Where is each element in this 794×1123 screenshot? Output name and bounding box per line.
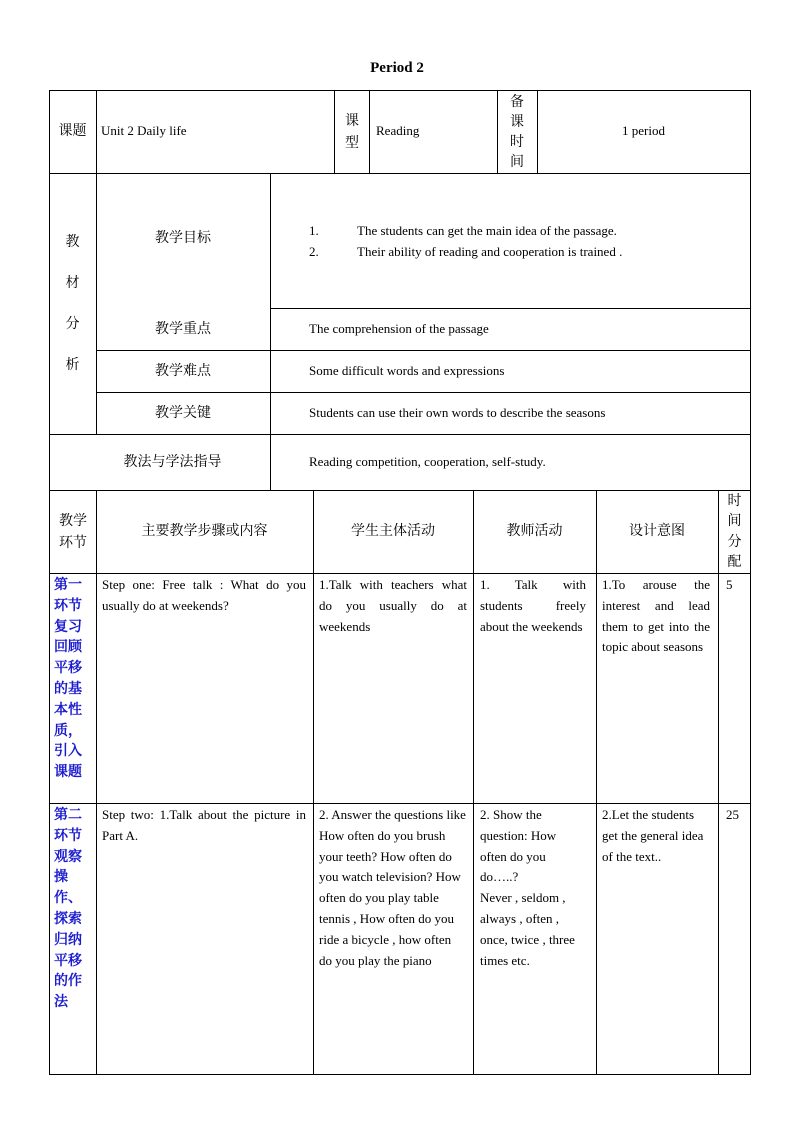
page-title: Period 2	[370, 60, 424, 76]
method-label: 教法与学法指导	[123, 453, 222, 470]
teaching-steps-table	[49, 490, 751, 1075]
course-info-table	[49, 90, 751, 490]
header-content: 主要教学步骤或内容	[141, 523, 268, 540]
teacher-1: 1. Talk with students freely about the weekends	[480, 577, 586, 634]
header-student: 学生主体活动	[351, 523, 435, 540]
stage-1: 第一环节复习回顾平移的基本性质，引入课题	[54, 577, 82, 781]
intent-2: 2.Let the students get the general idea of the text..	[602, 807, 704, 864]
difficulty-value: Some difficult words and expressions	[309, 362, 505, 378]
topic-value: Unit 2 Daily life	[101, 123, 187, 139]
teacher-2: 2. Show the question: How often do you do…..? Never , seldom , always , often , once, twice , three times etc.	[480, 807, 575, 968]
header-teacher: 教师活动	[506, 523, 563, 540]
header-time: 时间分配	[727, 492, 742, 570]
student-1: 1.Talk with teachers what do you usually do at weekends	[319, 577, 467, 634]
goal-item: 1. The students can get the main idea of the passage.	[309, 223, 617, 238]
prep-label: 备课时间	[510, 93, 524, 170]
goals-list	[309, 221, 739, 263]
goals-label: 教学目标	[155, 230, 211, 247]
header-intent: 设计意图	[629, 523, 685, 540]
analysis-section-label: 教材分析	[65, 233, 80, 373]
key-value: Students can use their own words to describe the seasons	[309, 404, 606, 420]
topic-label: 课题	[58, 123, 87, 140]
content-1: Step one: Free talk : What do you usually do at weekends?	[102, 577, 306, 613]
key-point-value: The comprehension of the passage	[309, 320, 489, 336]
student-2: 2. Answer the questions like How often do you brush your teeth? How often do you watch television? How often do you play table tennis , How often do you ride a bicycle , how often do you play the piano	[319, 807, 466, 968]
prep-value: 1 period	[622, 123, 665, 139]
stage-2: 第二环节观察操作、探索归纳平移的作法	[54, 807, 82, 1011]
time-2: 25	[726, 807, 739, 822]
time-1: 5	[726, 577, 733, 592]
method-value: Reading competition, cooperation, self-study.	[309, 453, 546, 469]
intent-1: 1.To arouse the interest and lead them to get into the topic about seasons	[602, 577, 710, 655]
key-point-label: 教学重点	[155, 320, 211, 337]
content-2: Step two: 1.Talk about the picture in Part A.	[102, 807, 306, 843]
key-label: 教学关键	[155, 404, 211, 421]
goal-item: 2. Their ability of reading and cooperation is trained .	[309, 243, 623, 259]
header-stage: 教学环节	[59, 512, 87, 551]
type-label: 课型	[345, 112, 359, 151]
difficulty-label: 教学难点	[155, 362, 211, 379]
type-value: Reading	[376, 123, 420, 139]
